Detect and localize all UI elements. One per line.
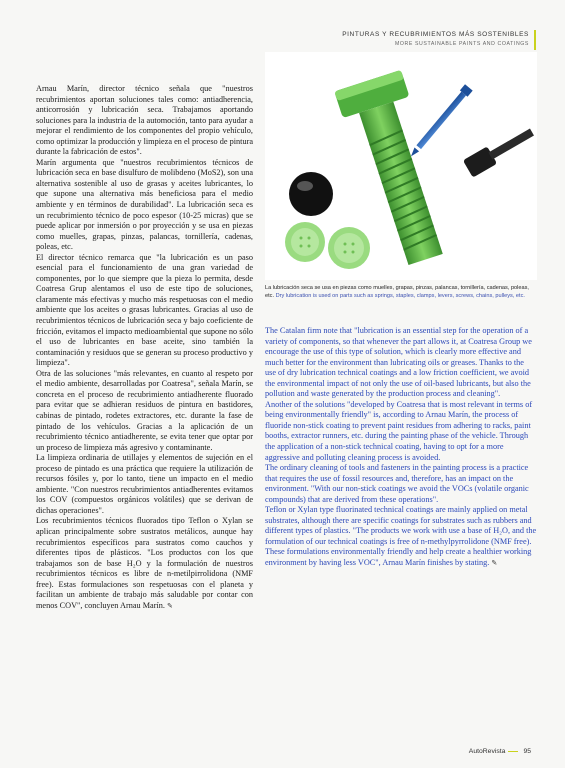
black-cap <box>289 172 333 216</box>
pen-icon: ✎ <box>167 601 173 610</box>
paragraph <box>265 505 537 568</box>
page-number: 95 <box>523 748 531 755</box>
english-text-column <box>265 326 537 569</box>
spanish-text-column <box>36 84 253 611</box>
coated-parts-illustration <box>265 52 537 280</box>
pen-icon: ✎ <box>491 559 498 568</box>
photo-caption <box>265 285 537 300</box>
paragraph-text: Teflon or Xylan type fluorinated technical coatings are mainly applied on metal substrates, although there are specific coatings for substrates such as rubbers and different types of plastics. "The products we work with use a base of H₂O, and the formulation of our technical coatings is free of n-methylpyrrolidone (NMF free). These formulations environmentally friendly and help create a healthier working environment by having less VOC", Arnau Marín finishes by stating. <box>265 505 537 568</box>
paragraph-text: Los recubrimientos técnicos fluorados tipo Teflon o Xylan se aplican principalmente sobre sustratos metálicos, aunque hay recubrimientos específicos para sustratos como cauchos y diferentes tipos de plásticos. "Los productos con los que trabajamos son de base H₂O y la formulación de nuestros recubrimientos técnicos es libre de n-metilpirrolidona (NMF free). Estas formulaciones son respetuosas con el planeta y facilitan un ambiente de trabajo más saludable por contar con menos COV", concluyen Arnau Marín. <box>36 516 253 610</box>
paragraph: El director técnico remarca que "la lubricación es un paso esencial para el funcionamiento de una gran variedad de componentes, por lo que siempre que la pieza lo permita, desde Coatresa Grup alentamos el uso de este tipo de soluciones, claramente más efectivas y mucho más respetuosas con el medio ambiente que los aceites o grasas lubricantes. Gracias al uso de recubrimientos técnicos de lubricación seca y bajo coeficiente de fricción, evitamos el impacto medioambiental que supone no sólo el uso de lubricantes en base aceite, sino también la contaminación y residuos que se generan su proceso productivo y limpieza". <box>36 252 253 368</box>
paragraph: The Catalan firm note that "lubrication is an essential step for the operation of a variety of components, so that whenever the part allows it, at Coatresa Group we encourage the use of this type of solution, which is clearly more effective and much better for the environment than lubricating oils or greases. Thanks to the use of dry lubrication technical coatings and a low friction coefficient, we avoid the environmental impact of not only the use of oil-based lubricants, but also the pollution and waste generated by the production process and cleaning". <box>265 326 532 399</box>
paragraph: Arnau Marín, director técnico señala que "nuestros recubrimientos aportan soluciones tales como: antiadherencia, anticorrosión y lubricación seca. Trabajamos aportando soluciones para la industria de la automoción, tanto para ayudar a mejorar el rendimiento de los componentes del propio vehículo, como optimizar la producción y limpieza en el proceso de pintura durante la fabricación de estos". <box>36 84 253 157</box>
caption-spanish: La lubricación seca se usa en piezas como muelles, grapas, pinzas, palancas, tornillería, cadenas, poleas, etc. <box>265 285 529 299</box>
product-photo <box>265 52 537 280</box>
paragraph: Marín argumenta que "nuestros recubrimientos técnicos de lubricación seca en base disulfuro de molibdeno (MoS2), son una alternativa sostenible al uso de grasas y aceites lubricantes, lo que supone una alternativa más beneficiosa para el medio ambiente y en términos de durabilidad". La lubricación seca es un recubrimiento técnico de poco espesor (10-25 micras) que se puede aplicar por inmersión o por proyección y se usa en piezas como muelles, grapas, pinzas, palancas, tornillería, cadenas, poleas, etc. <box>36 157 253 252</box>
paragraph <box>36 516 253 611</box>
section-title: PINTURAS Y RECUBRIMIENTOS MÁS SOSTENIBLES <box>342 31 529 38</box>
paragraph: The ordinary cleaning of tools and fasteners in the painting process is a practice that requires the use of fossil resources and, therefore, has an impact on the environment. "With our non-stick coatings we avoid the VOCs (volatile organic compounds) that are derived from these operations". <box>265 463 529 504</box>
section-header <box>342 31 529 47</box>
footer-accent-bar <box>508 751 518 752</box>
page-footer <box>469 748 531 755</box>
magazine-name: AutoRevista <box>468 748 506 755</box>
paragraph: La limpieza ordinaria de utillajes y elementos de sujeción en el proceso de pintado es una práctica que requiere la utilización de recursos fósiles y, por lo tanto, tiene un impacto en el medio ambiente. "Con nuestros recubrimientos antiadherentes evitamos los COV (compuestos orgánicos volátiles) que se derivan de dichas operaciones". <box>36 453 253 515</box>
paragraph: Another of the solutions "developed by Coatresa that is most relevant in terms of being environmentally friendly" is, according to Arnau Marín, the process of fluoride non-stick coating to prevent paint residues from adhering to racks, paint booths, extractor runners, etc. during the painting phase of the vehicle. Through the application of a non-stick technical coating, having to opt for a more aggressive and polluting cleaning process is avoided. <box>265 399 533 462</box>
paragraph: Otra de las soluciones "más relevantes, en cuanto al respeto por el medio ambiente, desarrolladas por Coatresa", señala Marín, se concreta en el proceso de recubrimiento antiadherente fluorado para evitar que se adhieran residuos de pintura en bastidores, cabinas de pintado, rodetes extractores, etc. durante la fase de pintado de los vehículos. Gracias a la aplicación de un recubrimiento técnico antiadherente, se evita tener que optar por un proceso de limpieza más agresivo y contaminante. <box>36 368 253 452</box>
caption-english: Dry lubrication is used on parts such as springs, staples, clamps, levers, screws, chains, pulleys, etc. <box>275 292 525 299</box>
header-accent-bar <box>534 30 536 50</box>
section-subtitle: MORE SUSTAINABLE PAINTS AND COATINGS <box>394 41 529 47</box>
